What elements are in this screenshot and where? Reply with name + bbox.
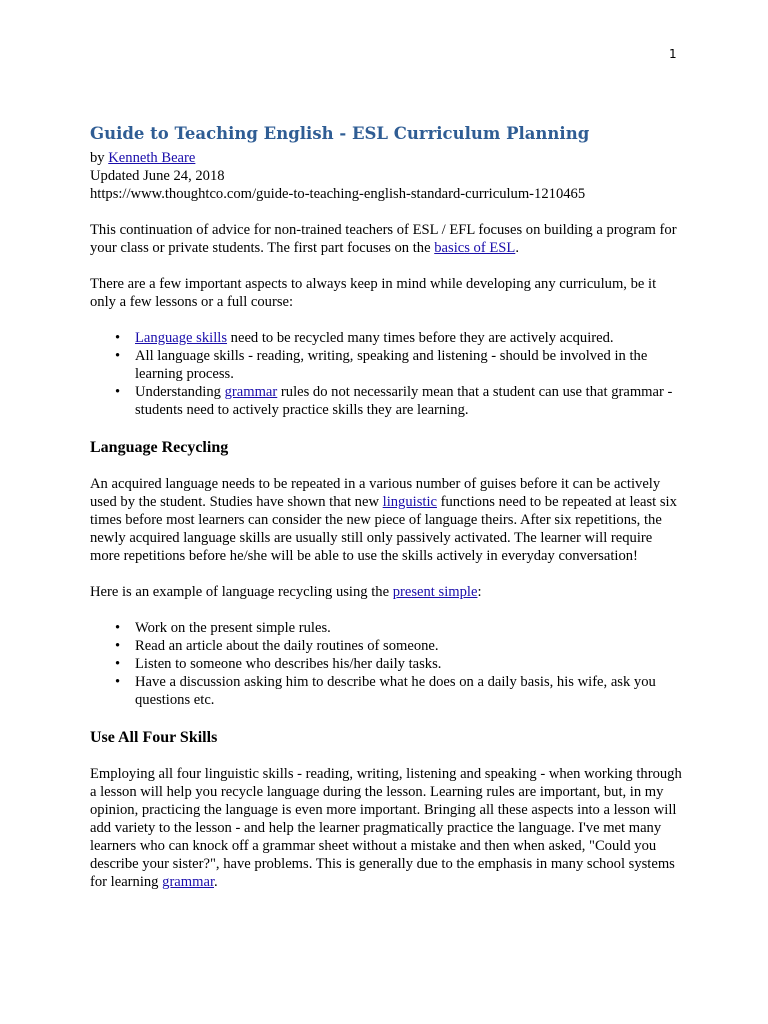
byline — [90, 149, 682, 167]
paragraph-text: Employing all four linguistic skills - reading, writing, listening and speaking - when working through a lesson will help you recycle language during the lesson. Learning rules are important, but, in my opinion, practicing the language is even more important. Bringing all these aspects into a lesson will add variety to the lesson - and help the learner pragmatically practice the language. I've met many learners who can knock off a grammar sheet without a mistake and then when asked, "Could you describe your sister?", have problems. This is generally due to the emphasis in many school systems for learning — [90, 766, 682, 890]
linguistic-link[interactable]: linguistic — [382, 494, 437, 510]
source-url: https://www.thoughtco.com/guide-to-teaching-english-standard-curriculum-1210465 — [90, 186, 586, 202]
byline-prefix: by — [90, 150, 109, 166]
paragraph-text: . — [214, 874, 218, 890]
skills-paragraph — [90, 765, 682, 891]
paragraph-text: functions need to be repeated at least six times before most learners can consider the new piece of language theirs. After six repetitions, the newly acquired language skills are usually still only passively activated. The learner will require more repetitions before he/she will be able to use the skills actively in everyday conversation! — [90, 494, 677, 564]
present-simple-link[interactable]: present simple — [392, 584, 478, 600]
example-intro — [90, 583, 682, 601]
grammar-link[interactable]: grammar — [224, 384, 278, 400]
aspects-list — [90, 329, 682, 419]
intro-text: This continuation of advice for non-trained teachers of ESL / EFL focuses on building a program for your class or private students. The first part focuses on the — [90, 222, 677, 256]
list-item-text: All language skills - reading, writing, speaking and listening - should be involved in the learning process. — [135, 348, 648, 382]
updated-date: Updated June 24, 2018 — [90, 168, 225, 184]
list-item — [135, 383, 682, 419]
document-body — [90, 123, 682, 891]
section-heading-language-recycling: Language Recycling — [90, 439, 229, 456]
list-item-text: rules do not necessarily mean that a student can use that grammar - students need to actively practice skills they are learning. — [135, 384, 673, 418]
basics-of-esl-link[interactable]: basics of ESL — [434, 240, 516, 256]
list-item — [135, 347, 682, 383]
author-link[interactable]: Kenneth Beare — [108, 150, 196, 166]
paragraph-text: Here is an example of language recycling using the — [90, 584, 393, 600]
list-item: • Have a discussion asking him to describe what he does on a daily basis, his wife, ask you questions etc. — [135, 673, 682, 709]
paragraph-text: An acquired language needs to be repeated in a various number of guises before it can be actively used by the student. Studies have shown that new — [90, 476, 661, 510]
list-item: • Work on the present simple rules. — [135, 619, 682, 637]
recycling-paragraph — [90, 475, 682, 565]
list-item — [135, 329, 682, 347]
intro-text-end: . — [515, 240, 519, 256]
list-item-text: Understanding — [135, 384, 225, 400]
list-item: • Read an article about the daily routines of someone. — [135, 637, 682, 655]
list-item-text: need to be recycled many times before they are actively acquired. — [227, 330, 614, 346]
section-heading-use-all-four-skills: Use All Four Skills — [90, 729, 218, 746]
paragraph-text: : — [477, 584, 482, 600]
page-number: 1 — [669, 47, 677, 61]
list-item: • Listen to someone who describes his/her daily tasks. — [135, 655, 682, 673]
language-skills-link[interactable]: Language skills — [135, 330, 228, 346]
aspects-intro: There are a few important aspects to always keep in mind while developing any curriculum, be it only a few lessons or a full course: — [90, 276, 657, 310]
grammar-link[interactable]: grammar — [162, 874, 215, 890]
document-title: Guide to Teaching English - ESL Curriculum Planning — [90, 124, 590, 143]
examples-list — [90, 619, 682, 709]
intro-paragraph — [90, 221, 682, 257]
